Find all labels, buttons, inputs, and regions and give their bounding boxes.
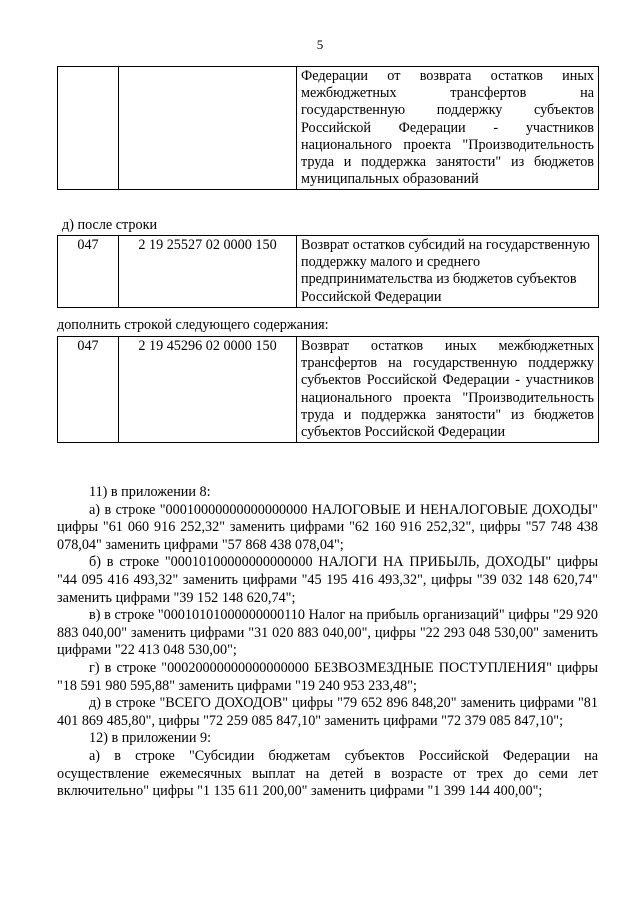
admin-code-cell: 047 [58, 236, 119, 308]
after-row-label: д) после строки [62, 217, 158, 233]
admin-code-cell: 047 [58, 337, 119, 443]
table-new-row [57, 336, 599, 443]
budget-code-cell [119, 67, 297, 190]
paragraph: а) в строке "Субсидии бюджетам субъектов Российской Федерации на осуществление ежемесячных выплат на детей в возрасте от трех до семи лет включительно" цифры "1 135 611 200,00" заменить цифрами "1 399 144 400,00"; [57, 747, 598, 800]
table-row [58, 67, 599, 190]
budget-code-cell: 2 19 25527 02 0000 150 [119, 236, 297, 308]
description-cell: Федерации от возврата остатков иных межбюджетных трансфертов на государственную поддержку субъектов Российской Федерации - участников национального проекта "Производительность труда и поддержка занятости" из бюджетов муниципальных образований [297, 67, 599, 190]
paragraph: г) в строке "00020000000000000000 БЕЗВОЗМЕЗДНЫЕ ПОСТУПЛЕНИЯ" цифры "18 591 980 595,88" заменить цифрами "19 240 953 233,48"; [57, 659, 598, 694]
budget-code-cell: 2 19 45296 02 0000 150 [119, 337, 297, 443]
paragraph: а) в строке "00010000000000000000 НАЛОГОВЫЕ И НЕНАЛОГОВЫЕ ДОХОДЫ" цифры "61 060 916 252,32" заменить цифрами "62 160 916 252,32", цифры "57 748 438 078,04" заменить цифрами "57 868 438 078,04"; [57, 501, 598, 553]
paragraph: в) в строке "00010101000000000110 Налог на прибыль организаций" цифры "29 920 883 040,00" заменить цифрами "31 020 883 040,00", цифры "22 293 048 530,00" заменить цифрами "22 413 048 530,00"; [57, 607, 598, 659]
amendment-text [57, 484, 598, 801]
table-continued [57, 66, 599, 190]
page-number: 5 [316, 37, 324, 52]
description-cell: Возврат остатков субсидий на государственную поддержку малого и среднего предпринимательства из бюджетов субъектов Российской Федерации [297, 236, 599, 308]
table-row [58, 236, 599, 308]
table-row [58, 337, 599, 443]
table-existing-row [57, 235, 599, 308]
paragraph: б) в строке "00010100000000000000 НАЛОГИ НА ПРИБЫЛЬ, ДОХОДЫ" цифры "44 095 416 493,32" заменить цифрами "45 195 416 493,32", цифры "39 032 148 620,74" заменить цифрами "39 152 148 620,74"; [57, 554, 598, 606]
add-row-label: дополнить строкой следующего содержания: [57, 317, 329, 333]
admin-code-cell [58, 67, 119, 190]
paragraph: 12) в приложении 9: [89, 730, 212, 747]
paragraph: 11) в приложении 8: [89, 484, 211, 500]
paragraph: д) в строке "ВСЕГО ДОХОДОВ" цифры "79 652 896 848,20" заменить цифрами "81 401 869 485,80", цифры "72 259 085 847,10" заменить цифрами "72 379 085 847,10"; [57, 695, 598, 729]
description-cell: Возврат остатков иных межбюджетных трансфертов на государственную поддержку субъектов Российской Федерации - участников национального проекта "Производительность труда и поддержка занятости" из бюджетов субъектов Российской Федерации [297, 337, 599, 443]
